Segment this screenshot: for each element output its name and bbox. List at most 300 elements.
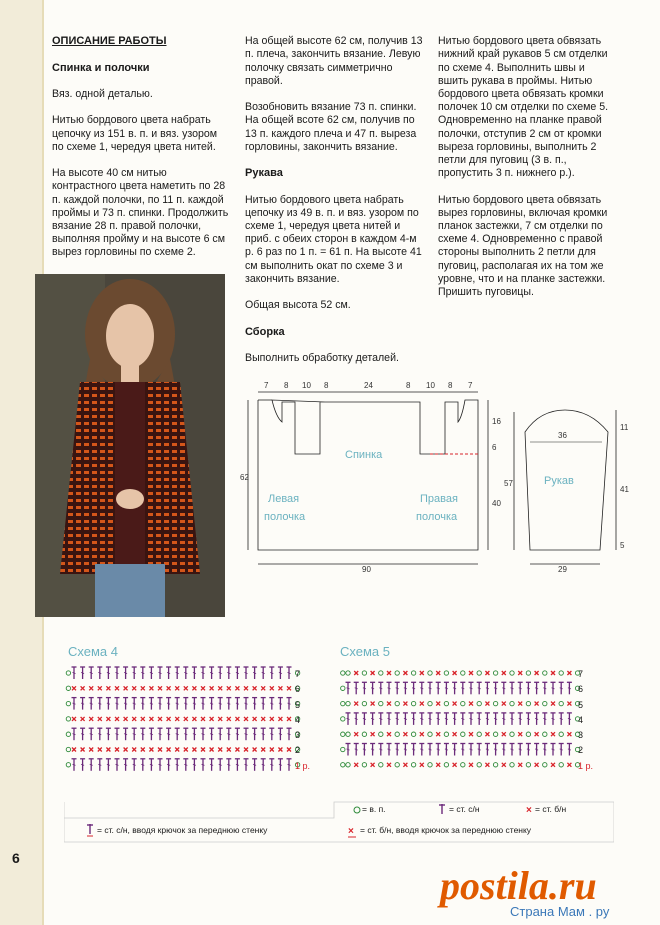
dc-stitch-symbol: [166, 698, 171, 710]
sc-stitch-symbol: [436, 763, 440, 767]
dc-stitch-symbol: [567, 713, 572, 725]
sc-stitch-symbol: [81, 748, 85, 752]
sc-stitch-symbol: [201, 748, 205, 752]
left-front-label-1: Левая: [268, 493, 300, 505]
dc-stitch-symbol: [354, 744, 359, 756]
dc-stitch-symbol: [269, 759, 274, 771]
dc-stitch-symbol: [158, 698, 163, 710]
dc-stitch-symbol: [436, 744, 441, 756]
ch-stitch-symbol: [341, 747, 345, 751]
sc-stitch-symbol: [218, 717, 222, 721]
dc-stitch-symbol: [542, 713, 547, 725]
sc-stitch-symbol: [567, 702, 571, 706]
dc-stitch-symbol: [252, 698, 257, 710]
dim-label: 10: [426, 381, 435, 390]
dc-stitch-symbol: [534, 682, 539, 694]
dc-stitch-symbol: [346, 682, 351, 694]
ch-stitch-symbol: [346, 732, 350, 736]
dc-stitch-symbol: [140, 728, 145, 740]
dc-stitch-symbol: [166, 728, 171, 740]
sc-stitch-symbol: [551, 732, 555, 736]
sc-stitch-symbol: [387, 702, 391, 706]
sc-stitch-symbol: [149, 748, 153, 752]
dim-label: 8: [448, 381, 453, 390]
sc-stitch-symbol: [469, 763, 473, 767]
dim-label: 41: [620, 485, 629, 494]
ch-stitch-symbol: [510, 732, 514, 736]
sc-stitch-symbol: [227, 717, 231, 721]
ch-stitch-symbol: [510, 671, 514, 675]
schema-5-chart: [336, 660, 606, 805]
ch-stitch-symbol: [461, 763, 465, 767]
ch-stitch-symbol: [341, 701, 345, 705]
dc-stitch-symbol: [166, 759, 171, 771]
text-column-1: [52, 22, 230, 273]
dc-stitch-symbol: [226, 728, 231, 740]
ch-stitch-symbol: [346, 701, 350, 705]
ch-stitch-symbol: [461, 701, 465, 705]
dc-stitch-symbol: [510, 682, 515, 694]
sc-stitch-symbol: [453, 732, 457, 736]
ch-stitch-symbol: [362, 763, 366, 767]
sleeve-top-label: 36: [558, 431, 567, 440]
sc-stitch-symbol: [98, 748, 102, 752]
dc-stitch-symbol: [106, 667, 111, 679]
dc-stitch-symbol: [72, 759, 77, 771]
ch-stitch-symbol: [461, 732, 465, 736]
ch-stitch-symbol: [66, 763, 70, 767]
sc-stitch-symbol: [192, 686, 196, 690]
description-heading: ОПИСАНИЕ РАБОТЫ: [52, 35, 167, 48]
legend-dc-front: = ст. с/н, вводя крючок за переднюю стенку: [97, 825, 268, 835]
ch-stitch-symbol: [543, 763, 547, 767]
dc-stitch-symbol: [501, 682, 506, 694]
dim-label: 8: [406, 381, 411, 390]
sc-stitch-symbol: [244, 717, 248, 721]
ch-stitch-symbol: [362, 701, 366, 705]
dc-stitch-symbol: [226, 698, 231, 710]
ch-stitch-symbol: [493, 732, 497, 736]
sc-stitch-symbol: [141, 717, 145, 721]
dc-stitch-symbol: [149, 698, 154, 710]
row-label: 3: [295, 730, 301, 741]
dim-label: 10: [302, 381, 311, 390]
dc-stitch-symbol: [158, 759, 163, 771]
dc-stitch-symbol: [140, 698, 145, 710]
sc-stitch-symbol: [235, 717, 239, 721]
sc-stitch-symbol: [124, 748, 128, 752]
ch-stitch-symbol: [559, 763, 563, 767]
sc-stitch-symbol: [270, 748, 274, 752]
sc-stitch-symbol: [72, 686, 76, 690]
sc-stitch-symbol: [371, 732, 375, 736]
dc-stitch-symbol: [80, 759, 85, 771]
ch-stitch-symbol: [559, 732, 563, 736]
ch-stitch-symbol: [362, 671, 366, 675]
dc-stitch-symbol: [244, 698, 249, 710]
ch-stitch-symbol: [379, 701, 383, 705]
ch-stitch-symbol: [395, 763, 399, 767]
ch-stitch-symbol: [444, 671, 448, 675]
dc-stitch-symbol: [403, 713, 408, 725]
dc-stitch-symbol: [115, 759, 120, 771]
dc-stitch-symbol: [452, 744, 457, 756]
ch-stitch-symbol: [346, 671, 350, 675]
dc-stitch-symbol: [428, 713, 433, 725]
dc-stitch-symbol: [534, 713, 539, 725]
sc-stitch-symbol: [106, 717, 110, 721]
sc-stitch-symbol: [485, 732, 489, 736]
sc-stitch-symbol: [535, 732, 539, 736]
sc-stitch-symbol: [403, 732, 407, 736]
sc-stitch-symbol: [453, 702, 457, 706]
sc-stitch-symbol: [227, 686, 231, 690]
ch-stitch-symbol: [66, 747, 70, 751]
dc-stitch-symbol: [287, 759, 292, 771]
dc-stitch-symbol: [209, 698, 214, 710]
ch-stitch-symbol: [543, 671, 547, 675]
dc-stitch-symbol: [80, 698, 85, 710]
dc-stitch-symbol: [551, 744, 556, 756]
sc-stitch-symbol: [485, 671, 489, 675]
paragraph: Выполнить обработку деталей.: [245, 352, 399, 365]
dc-stitch-symbol: [370, 713, 375, 725]
ch-stitch-symbol: [444, 732, 448, 736]
dc-stitch-symbol: [510, 713, 515, 725]
ch-stitch-symbol: [346, 763, 350, 767]
ch-stitch-symbol: [395, 701, 399, 705]
dc-stitch-symbol: [261, 759, 266, 771]
dc-stitch-symbol: [395, 713, 400, 725]
sc-stitch-symbol: [436, 671, 440, 675]
dc-stitch-symbol: [158, 728, 163, 740]
sc-stitch-symbol: [518, 671, 522, 675]
schema-4-title: Схема 4: [68, 644, 118, 659]
dc-stitch-symbol: [501, 713, 506, 725]
dc-stitch-symbol: [97, 698, 102, 710]
dc-stitch-symbol: [278, 667, 283, 679]
sc-stitch-symbol: [469, 702, 473, 706]
sc-stitch-symbol: [403, 671, 407, 675]
dim-label: 40: [492, 499, 501, 508]
sc-stitch-symbol: [89, 748, 93, 752]
ch-stitch-symbol: [477, 763, 481, 767]
ch-stitch-symbol: [66, 686, 70, 690]
sc-stitch-symbol: [485, 702, 489, 706]
dc-stitch-symbol: [518, 682, 523, 694]
sc-stitch-symbol: [210, 686, 214, 690]
sc-stitch-symbol: [253, 748, 257, 752]
dc-stitch-symbol: [226, 667, 231, 679]
ch-stitch-symbol: [341, 686, 345, 690]
dc-stitch-symbol: [542, 682, 547, 694]
dc-stitch-symbol: [72, 667, 77, 679]
dc-stitch-symbol: [567, 682, 572, 694]
model-photo: [35, 274, 225, 617]
sc-stitch-symbol: [420, 671, 424, 675]
sc-stitch-symbol: [371, 763, 375, 767]
text-column-2: [245, 22, 423, 378]
dc-stitch-symbol: [132, 698, 137, 710]
dc-stitch-symbol: [518, 713, 523, 725]
sc-stitch-symbol: [502, 763, 506, 767]
dc-stitch-symbol: [493, 713, 498, 725]
sc-stitch-symbol: [149, 717, 153, 721]
dc-stitch-symbol: [518, 744, 523, 756]
dc-stitch-symbol: [261, 698, 266, 710]
ch-stitch-symbol: [379, 763, 383, 767]
dc-stitch-symbol: [149, 667, 154, 679]
dim-label: 8: [284, 381, 289, 390]
dc-stitch-symbol: [287, 728, 292, 740]
dc-stitch-symbol: [183, 759, 188, 771]
sc-stitch-symbol: [502, 702, 506, 706]
sc-stitch-symbol: [436, 732, 440, 736]
dc-stitch-symbol: [346, 744, 351, 756]
paragraph: Вяз. одной деталью.: [52, 88, 153, 101]
sc-stitch-symbol: [81, 717, 85, 721]
sleeve-bottom-label: 29: [558, 565, 567, 574]
sc-stitch-symbol: [436, 702, 440, 706]
ch-stitch-symbol: [395, 671, 399, 675]
ch-stitch-symbol: [493, 671, 497, 675]
row-label: 6: [295, 684, 301, 695]
dc-stitch-symbol: [201, 728, 206, 740]
sc-stitch-symbol: [201, 686, 205, 690]
dc-stitch-symbol: [235, 759, 240, 771]
legend-sc: = ст. б/н: [535, 804, 567, 814]
svg-text:×: ×: [348, 826, 354, 837]
sc-stitch-symbol: [469, 671, 473, 675]
sc-stitch-symbol: [261, 686, 265, 690]
dc-stitch-symbol: [354, 682, 359, 694]
dc-stitch-symbol: [411, 682, 416, 694]
sc-stitch-symbol: [485, 763, 489, 767]
paragraph: Нитью бордового цвета обвязать вырез горловины, включая кромки планок застежки, 7 см отделки по схеме 4. Одновременно с правой стороны выполнить 2 петли для пуговиц, располагая их на том же уровне, что и на планке застежки. Пришить пуговицы.: [438, 193, 608, 299]
dc-stitch-symbol: [140, 667, 145, 679]
dc-stitch-symbol: [166, 667, 171, 679]
sc-stitch-symbol: [115, 686, 119, 690]
ch-stitch-symbol: [411, 671, 415, 675]
dc-stitch-symbol: [378, 744, 383, 756]
sc-stitch-symbol: [387, 671, 391, 675]
sc-stitch-symbol: [387, 732, 391, 736]
ch-stitch-symbol: [543, 701, 547, 705]
dc-stitch-symbol: [209, 759, 214, 771]
dc-stitch-symbol: [493, 744, 498, 756]
dc-stitch-symbol: [183, 728, 188, 740]
ch-stitch-symbol: [411, 732, 415, 736]
ch-stitch-symbol: [66, 701, 70, 705]
ch-stitch-symbol: [543, 732, 547, 736]
dc-stitch-symbol: [72, 728, 77, 740]
dc-stitch-symbol: [140, 759, 145, 771]
assembly-subheading: Сборка: [245, 325, 285, 338]
dc-stitch-symbol: [477, 682, 482, 694]
dc-stitch-symbol: [89, 728, 94, 740]
row-label: 5: [578, 699, 584, 710]
sc-stitch-symbol: [218, 748, 222, 752]
sc-stitch-symbol: [124, 686, 128, 690]
dc-stitch-symbol: [123, 698, 128, 710]
dc-stitch-symbol: [395, 744, 400, 756]
dim-label: 7: [468, 381, 473, 390]
sc-stitch-symbol: [420, 763, 424, 767]
dc-stitch-symbol: [436, 682, 441, 694]
width-label: 90: [362, 565, 371, 574]
ch-stitch-symbol: [66, 717, 70, 721]
dc-stitch-symbol: [485, 713, 490, 725]
sc-stitch-symbol: [502, 732, 506, 736]
dc-stitch-symbol: [183, 698, 188, 710]
dc-stitch-symbol: [346, 713, 351, 725]
dc-stitch-symbol: [534, 744, 539, 756]
sleeves-subheading: Рукава: [245, 167, 283, 180]
dc-stitch-symbol: [526, 744, 531, 756]
sc-stitch-symbol: [167, 748, 171, 752]
dc-stitch-symbol: [209, 667, 214, 679]
dc-stitch-symbol: [192, 728, 197, 740]
paragraph: Нитью бордового цвета обвязать нижний край рукавов 5 см отделки по схеме 4. Выполнить швы и вшить рукава в проймы. Нитью бордового цвета обвязать кромки полочек 10 см отделки по схеме 5. Одновременно на планке правой полочки, отступив 2 см от кромки выреза горловины, выполнить 2 петли для пуговиц (3 в. п., пропустить 3 п. нижнего р.).: [438, 35, 609, 180]
sc-stitch-symbol: [403, 763, 407, 767]
ch-stitch-symbol: [477, 701, 481, 705]
ch-stitch-symbol: [428, 671, 432, 675]
dc-stitch-symbol: [287, 667, 292, 679]
sc-stitch-symbol: [175, 686, 179, 690]
dc-stitch-symbol: [269, 698, 274, 710]
ch-stitch-symbol: [510, 701, 514, 705]
sc-stitch-symbol: [371, 671, 375, 675]
ch-stitch-symbol: [510, 763, 514, 767]
dc-stitch-symbol: [501, 744, 506, 756]
row-label: 4: [578, 714, 584, 725]
svg-text:×: ×: [526, 805, 532, 816]
sc-stitch-symbol: [535, 702, 539, 706]
ch-stitch-symbol: [362, 732, 366, 736]
sc-stitch-symbol: [551, 763, 555, 767]
ch-stitch-symbol: [444, 763, 448, 767]
row-label: 5: [295, 699, 301, 710]
dc-stitch-symbol: [436, 713, 441, 725]
dc-stitch-symbol: [235, 698, 240, 710]
sc-stitch-symbol: [89, 686, 93, 690]
dc-stitch-symbol: [354, 713, 359, 725]
sc-stitch-symbol: [106, 686, 110, 690]
dc-stitch-symbol: [115, 698, 120, 710]
dc-stitch-symbol: [387, 713, 392, 725]
dc-stitch-symbol: [97, 759, 102, 771]
sc-stitch-symbol: [244, 686, 248, 690]
sc-stitch-symbol: [210, 748, 214, 752]
paragraph: Нитью бордового цвета набрать цепочку из 151 в. п. и вяз. узором по схеме 1, чередуя цвета нитей.: [52, 114, 218, 153]
dim-label: 6: [492, 443, 497, 452]
dc-stitch-symbol: [444, 713, 449, 725]
dim-label: 16: [492, 417, 501, 426]
legend-ch: = в. п.: [362, 804, 386, 814]
left-front-label-2: полочка: [264, 511, 306, 523]
sc-stitch-symbol: [98, 717, 102, 721]
sc-stitch-symbol: [141, 686, 145, 690]
page-number: 6: [12, 850, 20, 866]
dc-stitch-symbol: [477, 713, 482, 725]
paragraph: Возобновить вязание 73 п. спинки. На общей всоте 62 см, получив по 13 п. каждого плеча и 47 п. выреза горловины, закончить вязание.: [245, 101, 417, 153]
dc-stitch-symbol: [235, 667, 240, 679]
dc-stitch-symbol: [226, 759, 231, 771]
sleeve-label: Рукав: [544, 475, 574, 487]
dc-stitch-symbol: [485, 682, 490, 694]
row-label: 3: [578, 730, 584, 741]
dc-stitch-symbol: [460, 713, 465, 725]
sc-stitch-symbol: [567, 671, 571, 675]
dc-stitch-symbol: [378, 682, 383, 694]
ch-stitch-symbol: [526, 732, 530, 736]
sc-stitch-symbol: [453, 671, 457, 675]
ch-stitch-symbol: [341, 717, 345, 721]
sc-stitch-symbol: [287, 748, 291, 752]
ch-stitch-symbol: [395, 732, 399, 736]
sc-stitch-symbol: [287, 717, 291, 721]
dc-stitch-symbol: [261, 728, 266, 740]
ch-stitch-symbol: [341, 671, 345, 675]
dim-label: 5: [620, 541, 625, 550]
dc-stitch-symbol: [106, 728, 111, 740]
sc-stitch-symbol: [106, 748, 110, 752]
sc-stitch-symbol: [115, 717, 119, 721]
right-front-label-1: Правая: [420, 493, 458, 505]
row-label: 6: [578, 684, 584, 695]
dc-stitch-symbol: [419, 682, 424, 694]
dc-stitch-symbol: [89, 759, 94, 771]
sc-stitch-symbol: [192, 717, 196, 721]
dc-stitch-symbol: [551, 682, 556, 694]
row-label: 7: [578, 669, 584, 679]
dc-stitch-symbol: [469, 744, 474, 756]
sc-stitch-symbol: [261, 748, 265, 752]
dc-stitch-symbol: [244, 667, 249, 679]
sc-stitch-symbol: [253, 717, 257, 721]
dc-stitch-symbol: [80, 667, 85, 679]
sc-stitch-symbol: [81, 686, 85, 690]
dc-stitch-symbol: [106, 698, 111, 710]
dc-stitch-symbol: [469, 682, 474, 694]
sc-stitch-symbol: [167, 717, 171, 721]
sc-stitch-symbol: [278, 717, 282, 721]
sc-stitch-symbol: [287, 686, 291, 690]
sc-stitch-symbol: [535, 763, 539, 767]
ch-stitch-symbol: [526, 701, 530, 705]
construction-diagram: [240, 372, 640, 582]
dc-stitch-symbol: [115, 728, 120, 740]
sc-stitch-symbol: [567, 732, 571, 736]
sc-stitch-symbol: [201, 717, 205, 721]
sc-stitch-symbol: [184, 686, 188, 690]
ch-stitch-symbol: [341, 763, 345, 767]
row-label: 2: [578, 745, 584, 756]
legend-sc-front: = ст. б/н, вводя крючок за переднюю стенку: [360, 825, 532, 835]
ch-stitch-symbol: [428, 701, 432, 705]
ch-stitch-symbol: [379, 732, 383, 736]
paragraph: На общей высоте 62 см, получив 13 п. плеча, закончить вязание. Левую полочку связать симметрично правой.: [245, 35, 423, 87]
sc-stitch-symbol: [261, 717, 265, 721]
ch-stitch-symbol: [341, 732, 345, 736]
dim-label: 11: [620, 423, 629, 432]
sc-stitch-symbol: [184, 717, 188, 721]
watermark-sub: Страна Мам . ру: [510, 904, 610, 919]
sc-stitch-symbol: [354, 763, 358, 767]
sleeve-height-label: 57: [504, 479, 513, 488]
ch-stitch-symbol: [66, 671, 70, 675]
dc-stitch-symbol: [183, 667, 188, 679]
